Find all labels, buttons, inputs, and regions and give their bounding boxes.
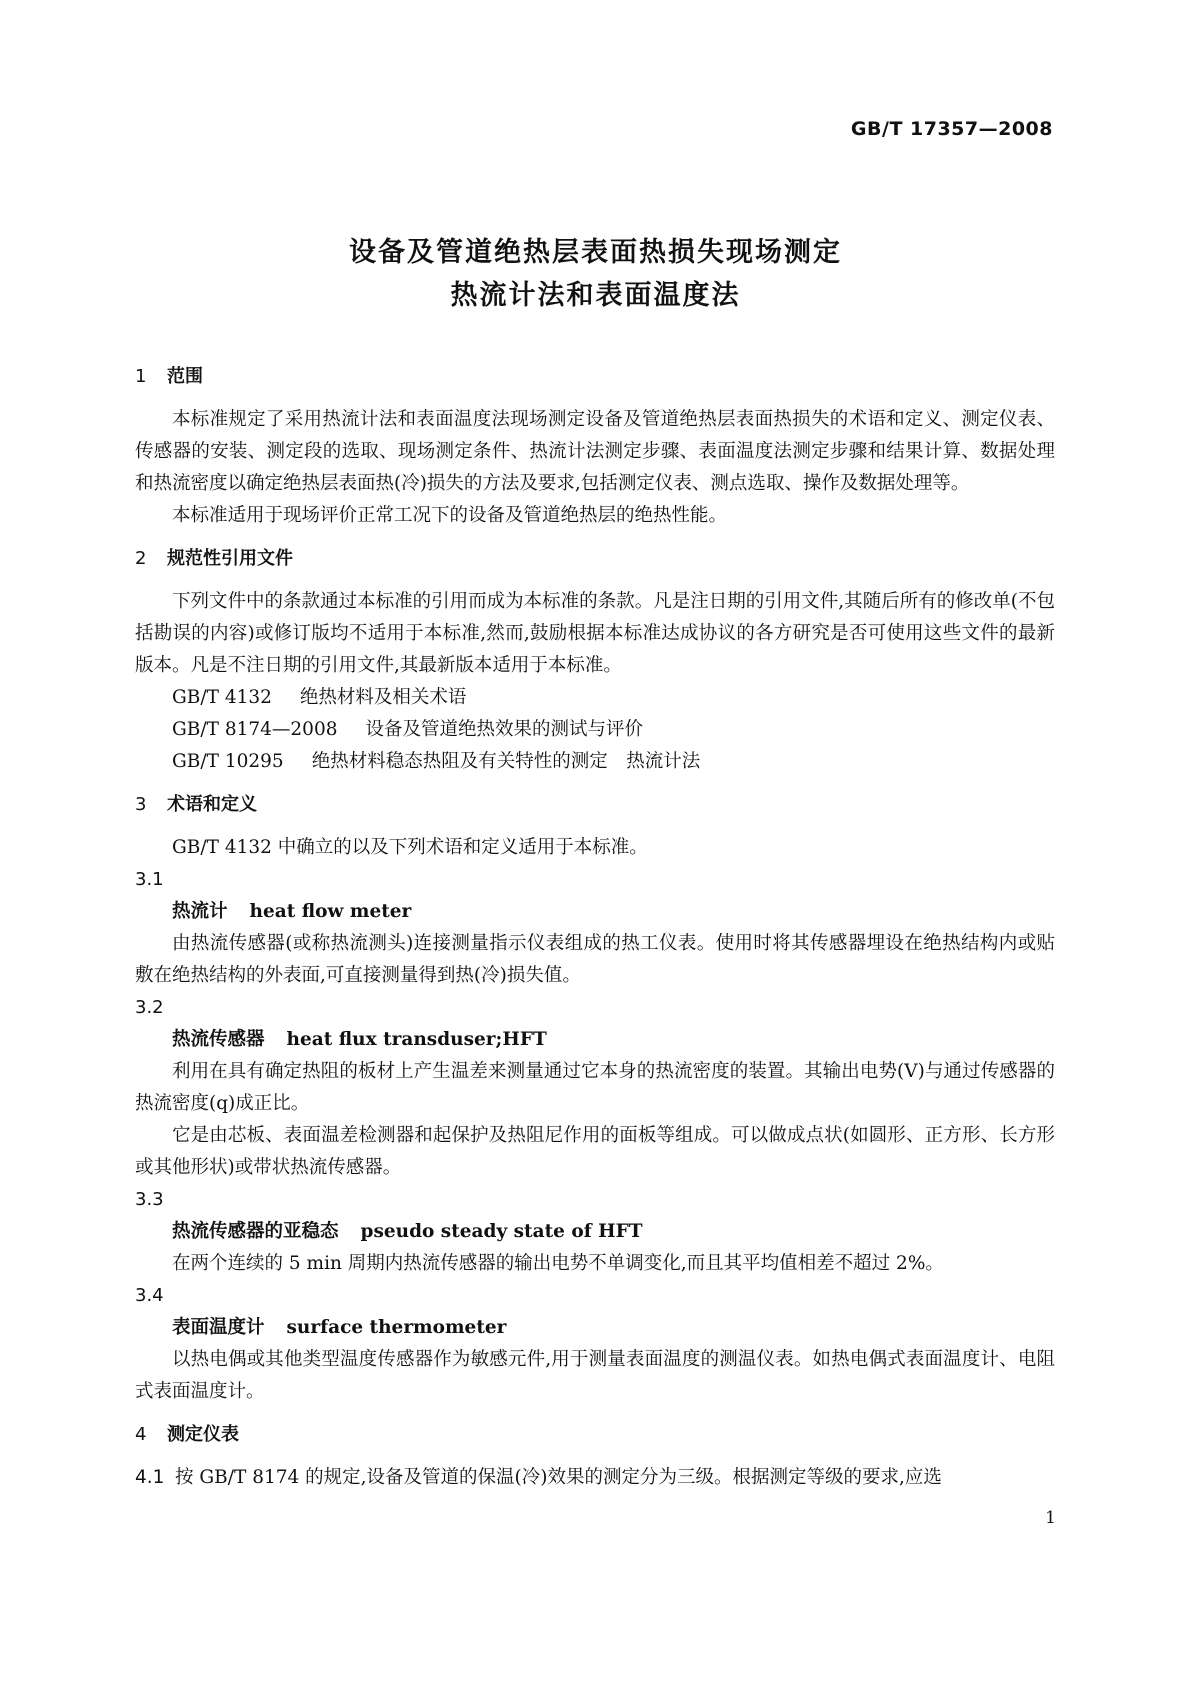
paragraph: 本标准适用于现场评价正常工况下的设备及管道绝热层的绝热性能。	[172, 505, 728, 526]
term-definition: 由热流传感器(或称热流测头)连接测量指示仪表组成的热工仪表。使用时将其传感器埋设在绝热结构内或贴敷在绝热结构的外表面,可直接测量得到热(冷)损失值。	[135, 933, 1055, 986]
clause-number: 3.2	[135, 997, 164, 1018]
section-2-heading	[135, 542, 1055, 576]
section-4-heading	[135, 1418, 1055, 1452]
paragraph: 下列文件中的条款通过本标准的引用而成为本标准的条款。凡是注日期的引用文件,其随后所有的修改单(不包括勘误的内容)或修订版均不适用于本标准,然而,鼓励根据本标准达成协议的各方研究是否可使用这些文件的最新版本。凡是不注日期的引用文件,其最新版本适用于本标准。	[135, 591, 1055, 676]
reference-code: GB/T 8174—2008	[172, 719, 338, 740]
term-en: heat flow meter	[249, 901, 412, 922]
document-title-line2: 热流计法和表面温度法	[450, 280, 741, 311]
reference-title: 绝热材料及相关术语	[299, 687, 467, 708]
section-3-heading	[135, 788, 1055, 822]
term-heading	[135, 1216, 1055, 1248]
clause-number: 3.4	[135, 1285, 164, 1306]
section-number: 2	[135, 548, 147, 569]
section-1-heading	[135, 360, 1055, 394]
term-zh: 热流传感器的亚稳态	[172, 1221, 339, 1242]
section-number: 4	[135, 1424, 147, 1445]
clause-4-1	[135, 1462, 1055, 1494]
reference-title: 绝热材料稳态热阻及有关特性的测定 热流计法	[311, 751, 701, 772]
term-en: pseudo steady state of HFT	[360, 1221, 643, 1242]
clause-text: 按 GB/T 8174 的规定,设备及管道的保温(冷)效果的测定分为三级。根据测定等级的要求,应选	[175, 1467, 942, 1488]
term-definition: 以热电偶或其他类型温度传感器作为敏感元件,用于测量表面温度的测温仪表。如热电偶式表面温度计、电阻式表面温度计。	[135, 1349, 1055, 1402]
standard-number: GB/T 17357—2008	[850, 118, 1053, 140]
reference-code: GB/T 4132	[172, 687, 272, 708]
term-heading	[135, 1312, 1055, 1344]
term-heading	[135, 896, 1055, 928]
term-en: heat flux transduser;HFT	[286, 1029, 547, 1050]
term-en: surface thermometer	[286, 1317, 507, 1338]
term-zh: 热流传感器	[172, 1029, 265, 1050]
section-title: 测定仪表	[167, 1424, 239, 1445]
document-title-line1: 设备及管道绝热层表面热损失现场测定	[349, 237, 842, 268]
paragraph: 本标准规定了采用热流计法和表面温度法现场测定设备及管道绝热层表面热损失的术语和定义、测定仪表、传感器的安装、测定段的选取、现场测定条件、热流计法测定步骤、表面温度法测定步骤和结果计算、数据处理和热流密度以确定绝热层表面热(冷)损失的方法及要求,包括测定仪表、测点选取、操作及数据处理等。	[135, 409, 1055, 494]
document-body	[135, 360, 1055, 1494]
clause-number: 3.3	[135, 1189, 164, 1210]
term-zh: 热流计	[172, 901, 228, 922]
term-heading	[135, 1024, 1055, 1056]
paragraph: GB/T 4132 中确立的以及下列术语和定义适用于本标准。	[172, 837, 648, 858]
section-number: 1	[135, 366, 147, 387]
clause-number: 3.1	[135, 869, 164, 890]
reference-item	[135, 682, 1055, 714]
section-number: 3	[135, 794, 147, 815]
reference-item	[135, 714, 1055, 746]
reference-code: GB/T 10295	[172, 751, 284, 772]
section-title: 术语和定义	[167, 794, 257, 815]
clause-number: 4.1	[135, 1467, 165, 1488]
page-number: 1	[1045, 1508, 1056, 1528]
section-title: 规范性引用文件	[167, 548, 293, 569]
term-definition: 在两个连续的 5 min 周期内热流传感器的输出电势不单调变化,而且其平均值相差不超过 2%。	[172, 1253, 944, 1274]
term-definition: 利用在具有确定热阻的板材上产生温差来测量通过它本身的热流密度的装置。其输出电势(V)与通过传感器的热流密度(q)成正比。	[135, 1061, 1055, 1114]
term-zh: 表面温度计	[172, 1317, 265, 1338]
term-definition: 它是由芯板、表面温差检测器和起保护及热阻尼作用的面板等组成。可以做成点状(如圆形、正方形、长方形或其他形状)或带状热流传感器。	[135, 1125, 1055, 1178]
reference-item	[135, 746, 1055, 778]
reference-title: 设备及管道绝热效果的测试与评价	[365, 719, 644, 740]
section-title: 范围	[167, 366, 203, 387]
